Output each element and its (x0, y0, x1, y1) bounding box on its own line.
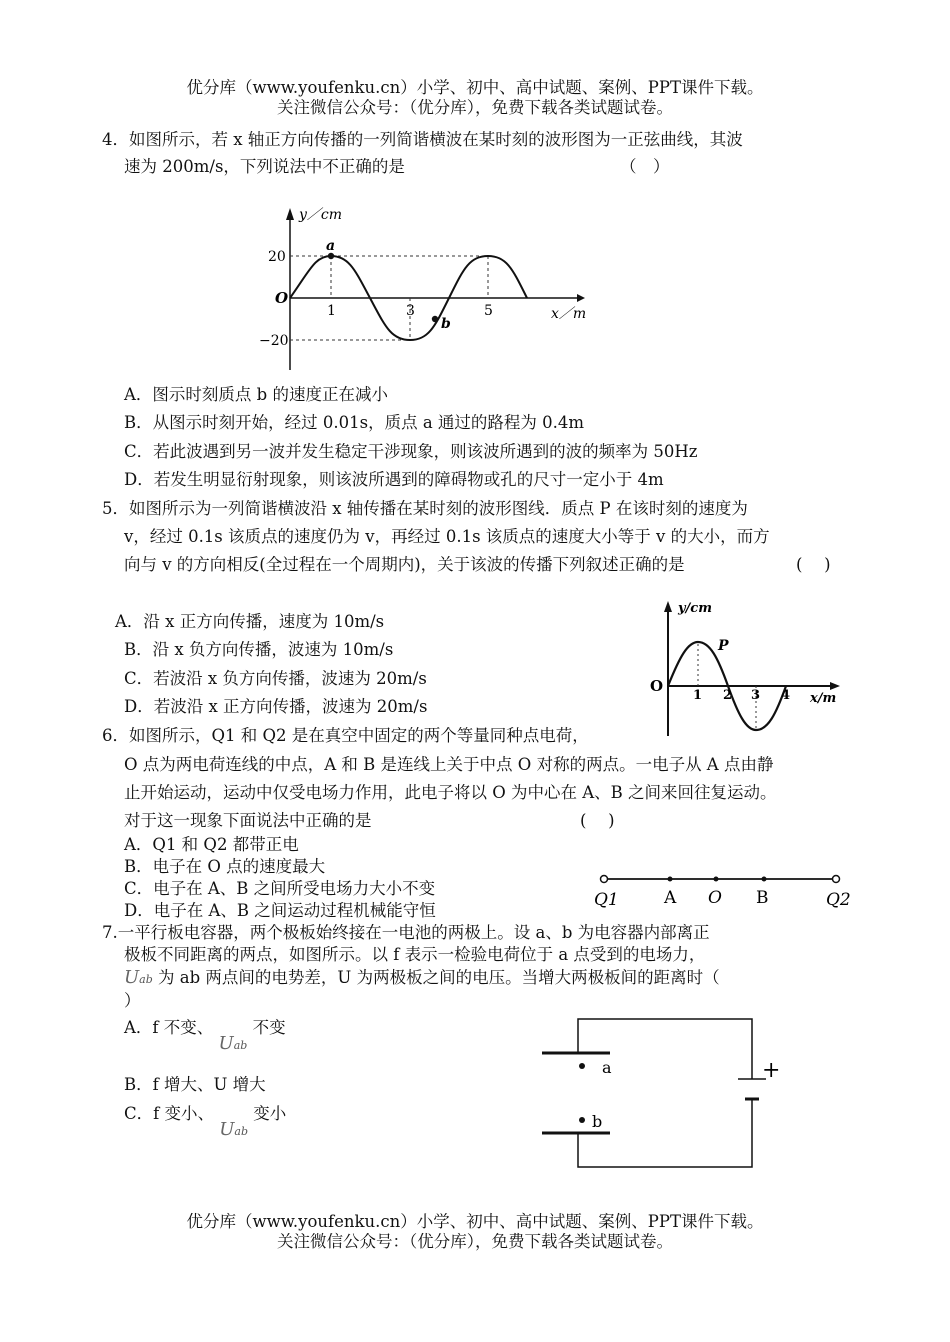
q5-y-label: y/cm (678, 601, 712, 616)
q7-battery-plus: + (762, 1058, 781, 1083)
q4-number: 4． (102, 130, 129, 149)
q5-x-label: x/m (810, 691, 837, 706)
q4-x-tick-5: 5 (484, 303, 493, 319)
q4-x-tick-1: 1 (327, 303, 336, 319)
q7-point-a (579, 1063, 585, 1069)
q7-label-b: b (592, 1112, 603, 1131)
q5-x-tick-2: 2 (723, 688, 733, 703)
q7-capacitor-circuit (540, 1015, 790, 1175)
footer-line-1: 优分库（www.youfenku.cn）小学、初中、高中试题、案例、PPT课件下载。 (186, 1212, 764, 1231)
q4-bracket: （ ） (620, 157, 670, 176)
q7-option-c-sub: ab (234, 1125, 249, 1138)
q4-y-tick-minus20: −20 (259, 333, 289, 349)
q7-option-c-pre: C．f 变小、 (124, 1104, 214, 1123)
q7-stem-line-1 (102, 923, 710, 943)
q7-number: 7. (102, 923, 118, 942)
q6-point-a (668, 877, 673, 882)
q5-wave-graph (640, 598, 845, 738)
q5-option-c: C．若波沿 x 负方向传播，波速为 20m/s (124, 669, 427, 688)
q6-label-o: O (708, 888, 722, 908)
q6-stem-line-2: O 点为两电荷连线的中点，A 和 B 是连线上关于中点 O 对称的两点。一电子从 A 点由静 (124, 755, 774, 774)
q6-stem-line-3: 止开始运动，运动中仅受电场力作用，此电子将以 O 为中心在 A、B 之间来回往复运动。 (124, 783, 777, 802)
header-line-2: 关注微信公众号：（优分库），免费下载各类试题试卷。 (277, 98, 673, 117)
q4-option-b: B．从图示时刻开始，经过 0.01s，质点 a 通过的路程为 0.4m (124, 413, 585, 432)
q5-stem-line-3: 向与 v 的方向相反(全过程在一个周期内)，关于该波的传播下列叙述正确的是 (124, 555, 685, 574)
q6-number: 6． (102, 726, 129, 745)
q6-bracket: ( ) (580, 811, 615, 830)
q4-x-arrow (577, 294, 585, 302)
q5-x-tick-4: 4 (781, 688, 791, 703)
footer-line-2: 关注微信公众号：（优分库），免费下载各类试题试卷。 (277, 1232, 673, 1251)
q5-option-b: B．沿 x 负方向传播，波速为 10m/s (124, 640, 394, 659)
q6-stem-line-4: 对于这一现象下面说法中正确的是 (124, 811, 372, 830)
q7-option-a-u: U (218, 1033, 234, 1054)
q5-y-arrow (664, 601, 672, 612)
q5-option-d: D．若波沿 x 正方向传播，波速为 20m/s (124, 697, 428, 716)
q4-label-a: a (326, 238, 336, 254)
q6-point-b (762, 877, 767, 882)
q4-option-a: A．图示时刻质点 b 的速度正在减小 (124, 385, 388, 404)
q7-option-a-sub: ab (233, 1039, 248, 1052)
q7-stem-line-4: ） (124, 991, 141, 1010)
q6-label-q2: Q2 (826, 890, 851, 910)
q6-charge-diagram (590, 866, 860, 912)
q7-stem-text-3: 为 ab 两点间的电势差，U 为两极板之间的电压。当增大两极板间的距离时（ (158, 968, 720, 987)
q7-option-a-pre: A．f 不变、 (124, 1018, 214, 1037)
q5-stem-line-1 (102, 499, 748, 519)
q4-x-tick-3: 3 (406, 303, 415, 319)
q4-point-b (432, 316, 438, 322)
q6-label-a: A (664, 888, 677, 908)
q6-stem-line-1 (102, 726, 589, 746)
q4-wave-graph (255, 200, 595, 370)
q5-stem-line-2: v，经过 0.1s 该质点的速度仍为 v，再经过 0.1s 该质点的速度大小等于 v 的大小，而方 (124, 527, 770, 546)
q6-option-b: B．电子在 O 点的速度最大 (124, 857, 326, 876)
q7-option-c-post: 变小 (253, 1104, 287, 1123)
q7-option-a-post: 不变 (252, 1018, 286, 1037)
q5-x-tick-1: 1 (693, 688, 703, 703)
q6-label-q1: Q1 (594, 890, 619, 910)
q7-stem-text-1: 一平行板电容器，两个极板始终接在一电池的两极上。设 a、b 为电容器内部离正 (117, 923, 710, 942)
q6-q1-charge (601, 876, 608, 883)
q6-q2-charge (833, 876, 840, 883)
q5-bracket: ( ) (796, 555, 831, 574)
q4-y-tick-20: 20 (268, 249, 286, 265)
q4-origin: O (275, 289, 289, 307)
q7-option-b: B．f 增大、U 增大 (124, 1075, 266, 1094)
q5-x-tick-3: 3 (751, 688, 761, 703)
q7-uab-symbol: U (124, 967, 140, 988)
q4-y-label: y／cm (299, 207, 343, 223)
q6-point-o (714, 877, 719, 882)
q4-y-arrow (286, 208, 294, 220)
q4-stem-line-2: 速为 200m/s，下列说法中不正确的是 (124, 157, 405, 176)
header-line-1: 优分库（www.youfenku.cn）小学、初中、高中试题、案例、PPT课件下载。 (186, 78, 764, 97)
q7-option-c (124, 1104, 287, 1140)
q6-stem-text-1: 如图所示，Q1 和 Q2 是在真空中固定的两个等量同种点电荷， (129, 726, 589, 745)
q6-option-a: A．Q1 和 Q2 都带正电 (124, 835, 299, 854)
q5-origin: O (650, 677, 664, 695)
q5-option-a: A．沿 x 正方向传播，速度为 10m/s (115, 612, 385, 631)
q4-stem-text-1: 如图所示，若 x 轴正方向传播的一列简谐横波在某时刻的波形图为一正弦曲线，其波 (129, 130, 743, 149)
q7-option-c-uab (219, 1119, 248, 1140)
q5-number: 5． (102, 499, 129, 518)
q4-option-d: D．若发生明显衍射现象，则该波所遇到的障碍物或孔的尺寸一定小于 4m (124, 470, 664, 489)
q7-option-a (124, 1018, 286, 1054)
q5-label-p: P (718, 638, 729, 654)
q6-option-c: C．电子在 A、B 之间所受电场力大小不变 (124, 879, 436, 898)
q7-label-a: a (602, 1058, 612, 1077)
q7-uab-sub: ab (139, 973, 153, 986)
q4-stem-line-1 (102, 130, 743, 150)
q5-stem-text-1: 如图所示为一列简谐横波沿 x 轴传播在某时刻的波形图线．质点 P 在该时刻的速度为 (129, 499, 748, 518)
q7-stem-line-3 (124, 968, 720, 990)
q7-point-b (579, 1117, 585, 1123)
q7-option-c-u: U (219, 1119, 235, 1140)
q5-x-arrow (830, 682, 840, 690)
q4-x-label: x／m (551, 306, 587, 322)
q4-option-c: C．若此波遇到另一波并发生稳定干涉现象，则该波所遇到的波的频率为 50Hz (124, 442, 698, 461)
q6-label-b: B (756, 888, 769, 908)
q7-option-a-uab (219, 1033, 248, 1054)
q6-option-d: D．电子在 A、B 之间运动过程机械能守恒 (124, 901, 436, 920)
q7-stem-line-2: 极板不同距离的两点，如图所示。以 f 表示一检验电荷位于 a 点受到的电场力， (124, 945, 706, 964)
q4-label-b: b (441, 316, 451, 332)
